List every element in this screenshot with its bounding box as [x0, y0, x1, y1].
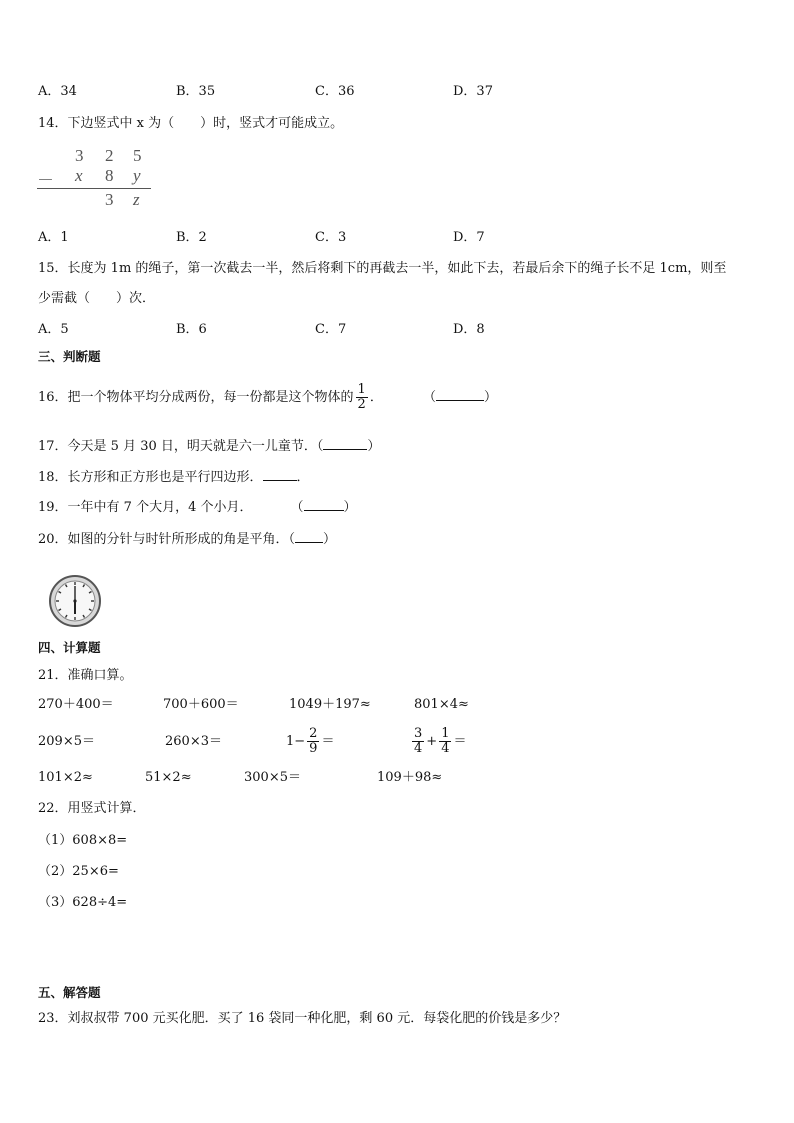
- q21-item: 300×5＝: [244, 770, 301, 785]
- q14-digit: y: [133, 166, 141, 185]
- q14-digit: 3: [105, 190, 114, 209]
- q13-option-a: A．34: [38, 84, 77, 99]
- q21-item-fraction-sum: $\frac{3}{4}$ + $\frac{1}{4}$ ＝: [414, 726, 467, 756]
- section-heading-judgment: 三、判断题: [38, 349, 101, 364]
- q20-line: 20．如图的分针与时针所形成的角是平角．（ ）: [38, 532, 337, 547]
- q21-item: 260×3＝: [165, 734, 222, 749]
- q20-answer-blank[interactable]: [295, 531, 323, 543]
- q14-digit: 3: [75, 146, 84, 165]
- section-heading-calculation: 四、计算题: [38, 640, 101, 655]
- q21-item: 209×5＝: [38, 734, 95, 749]
- q23-stem: 23．刘叔叔带 700 元买化肥．买了 16 袋同一种化肥，剩 60 元．每袋化肥的价钱是多少？: [38, 1011, 567, 1026]
- q22-item-1: （1）608×8=: [38, 833, 128, 848]
- q21-item: 801×4≈: [414, 697, 469, 712]
- q14-option-b: B．2: [176, 230, 207, 245]
- q14-option-a: A．1: [38, 230, 69, 245]
- q19-line: 19．一年中有 7 个大月，4 个小月． （ ）: [38, 500, 357, 515]
- section-heading-solution: 五、解答题: [38, 985, 101, 1000]
- q14-digit: x: [75, 166, 83, 185]
- q14-digit: 2: [105, 146, 114, 165]
- q17-answer-blank[interactable]: [323, 438, 367, 450]
- q14-option-c: C．3: [315, 230, 347, 245]
- q15-option-d: D．8: [453, 322, 485, 337]
- q21-item: 109＋98≈: [377, 770, 443, 785]
- q19-answer-blank[interactable]: [304, 499, 344, 511]
- q14-minus-sign: －: [37, 171, 54, 190]
- q14-digit: 5: [133, 146, 142, 165]
- q15-stem-line2: 少需截（ ）次．: [38, 291, 156, 306]
- q16-line: 16．把一个物体平均分成两份，每一份都是这个物体的 $\frac{1}{2}$ ． （ ）: [38, 382, 498, 412]
- q16-answer-blank[interactable]: [436, 389, 484, 401]
- q14-option-d: D．7: [453, 230, 485, 245]
- q21-stem: 21．准确口算。: [38, 668, 133, 683]
- q21-item: 1049＋197≈: [289, 697, 371, 712]
- q13-option-c: C．36: [315, 84, 355, 99]
- q13-option-d: D．37: [453, 84, 493, 99]
- q21-item: 101×2≈: [38, 770, 93, 785]
- q14-stem: 14．下边竖式中 x 为（ ）时，竖式才可能成立。: [38, 116, 344, 131]
- q18-line: 18．长方形和正方形也是平行四边形． ．: [38, 470, 310, 485]
- q14-vertical-subtraction: [37, 146, 157, 212]
- q15-option-a: A．5: [38, 322, 69, 337]
- clock-icon: [48, 574, 102, 628]
- q21-item: 700＋600＝: [163, 697, 239, 712]
- q15-option-b: B．6: [176, 322, 207, 337]
- q17-line: 17．今天是 5 月 30 日，明天就是六一儿童节．（ ）: [38, 439, 381, 454]
- q21-item-fraction: 1− $\frac{2}{9}$ ＝: [286, 726, 335, 756]
- q21-item: 51×2≈: [145, 770, 192, 785]
- q22-stem: 22．用竖式计算．: [38, 801, 146, 816]
- q22-item-3: （3）628÷4=: [38, 895, 128, 910]
- q14-digit: 8: [105, 166, 114, 185]
- q22-item-2: （2）25×6=: [38, 864, 119, 879]
- q16-fraction: $\frac{1}{2}$: [357, 382, 366, 412]
- q15-option-c: C．7: [315, 322, 347, 337]
- q21-item: 270＋400＝: [38, 697, 114, 712]
- q16-text: 16．把一个物体平均分成两份，每一份都是这个物体的: [38, 390, 354, 405]
- q15-stem-line1: 15．长度为 1m 的绳子，第一次截去一半，然后将剩下的再截去一半，如此下去，若最后余下的绳子长不足 1cm，则至: [38, 261, 727, 276]
- q14-rule-line: [37, 188, 151, 189]
- q18-answer-blank[interactable]: [263, 469, 297, 481]
- q14-digit: z: [133, 190, 140, 209]
- q13-option-b: B．35: [176, 84, 216, 99]
